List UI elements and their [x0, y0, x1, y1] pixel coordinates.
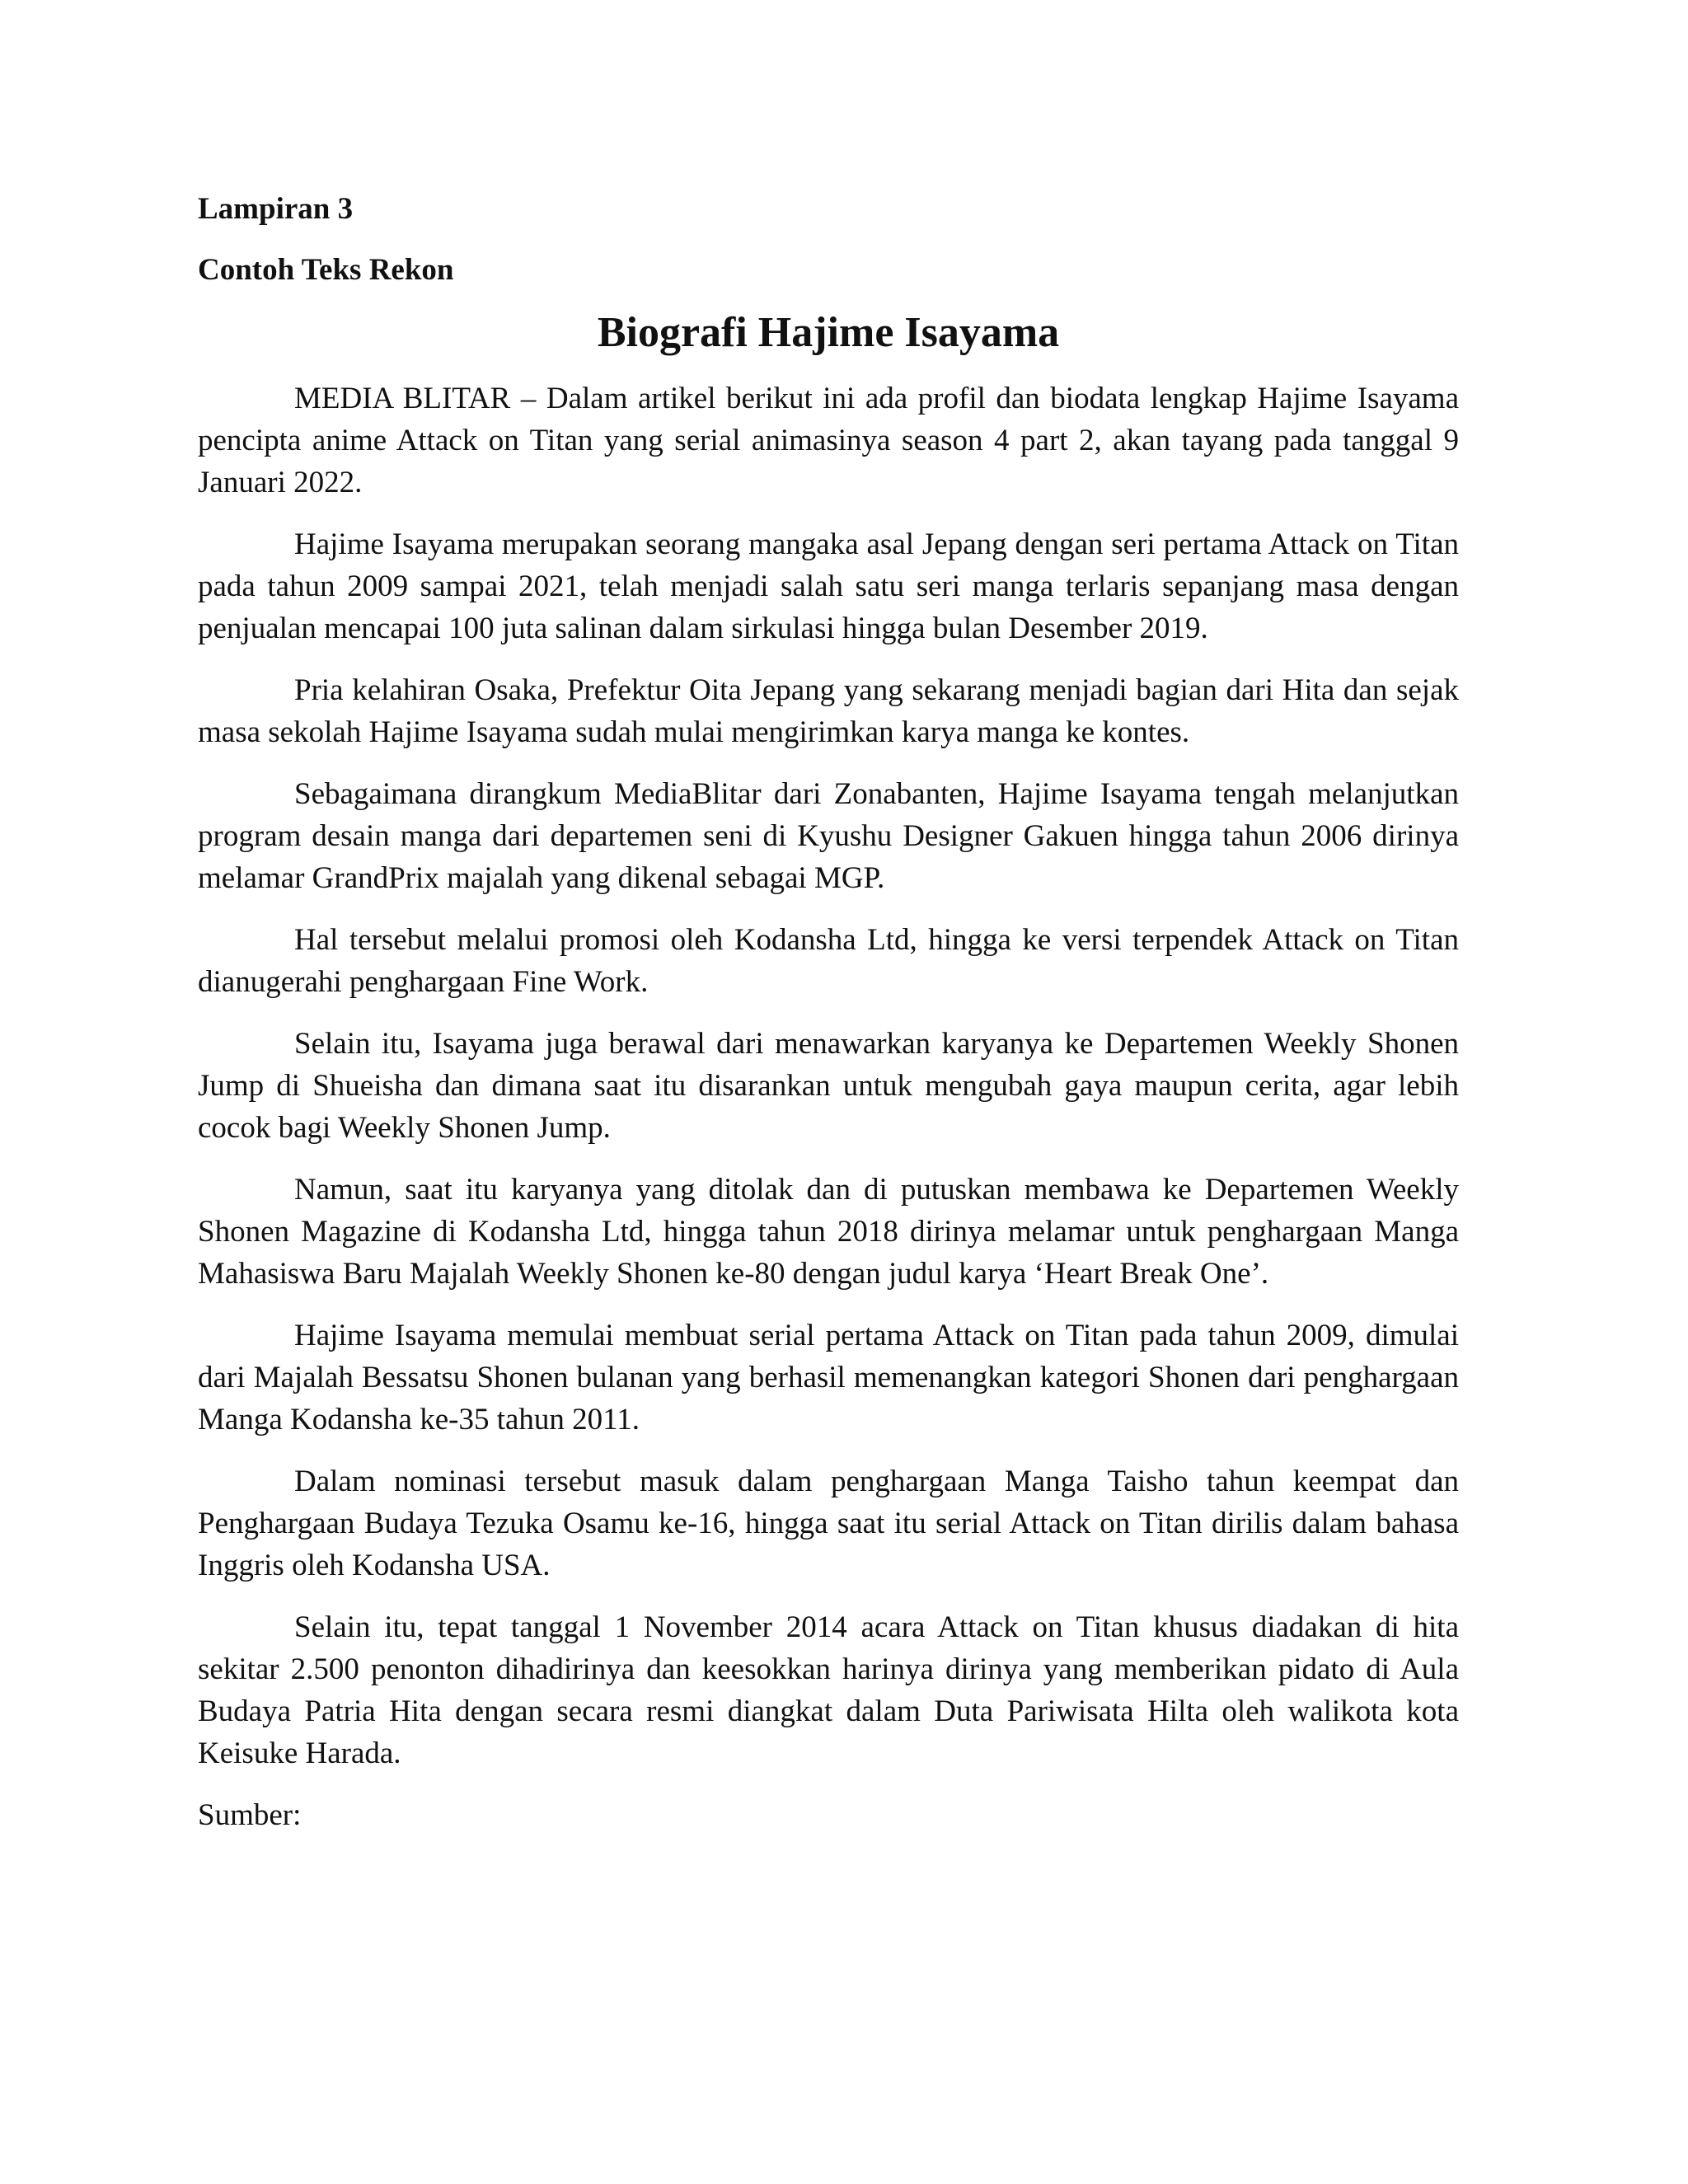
paragraph-shueisha: Selain itu, Isayama juga berawal dari menawarkan karyanya ke Departemen Weekly Shonen Jump di Shueisha dan dimana saat itu disarankan untuk mengubah gaya maupun cerita, agar lebih cocok bagi Weekly Shonen Jump. — [198, 1027, 1459, 1145]
source-label: Sumber: — [198, 1798, 302, 1832]
paragraph-birthplace: Pria kelahiran Osaka, Prefektur Oita Jepang yang sekarang menjadi bagian dari Hita dan sejak masa sekolah Hajime Isayama sudah mulai mengirimkan karya manga ke kontes. — [198, 673, 1459, 749]
paragraph-ambassador: Selain itu, tepat tanggal 1 November 2014 acara Attack on Titan khusus diadakan di hita sekitar 2.500 penonton dihadirinya dan keesokkan harinya dirinya yang memberikan pidato di Aula Budaya Patria Hita dengan secara resmi diangkat dalam Duta Pariwisata Hilta oleh walikota kota Keisuke Harada. — [198, 1610, 1459, 1770]
paragraph-promotion: Hal tersebut melalui promosi oleh Kodansha Ltd, hingga ke versi terpendek Attack on Titan dianugerahi penghargaan Fine Work. — [198, 923, 1459, 999]
paragraph-nominations: Dalam nominasi tersebut masuk dalam penghargaan Manga Taisho tahun keempat dan Penghargaan Budaya Tezuka Osamu ke-16, hingga saat itu serial Attack on Titan dirilis dalam bahasa Inggris oleh Kodansha USA. — [198, 1465, 1459, 1582]
example-text-label: Contoh Teks Rekon — [198, 253, 454, 287]
paragraph-kodansha: Namun, saat itu karyanya yang ditolak dan di putuskan membawa ke Departemen Weekly Shonen Magazine di Kodansha Ltd, hingga tahun 2018 dirinya melamar untuk penghargaan Manga Mahasiswa Baru Majalah Weekly Shonen ke-80 dengan judul karya ‘Heart Break One’. — [198, 1173, 1459, 1291]
paragraph-intro: MEDIA BLITAR – Dalam artikel berikut ini ada profil dan biodata lengkap Hajime Isayama pencipta anime Attack on Titan yang serial animasinya season 4 part 2, akan tayang pada tanggal 9 Januari 2022. — [198, 382, 1459, 499]
document-page — [198, 191, 1459, 1836]
paragraph-background: Hajime Isayama merupakan seorang mangaka asal Jepang dengan seri pertama Attack on Titan pada tahun 2009 sampai 2021, telah menjadi salah satu seri manga terlaris sepanjang masa dengan penjualan mencapai 100 juta salinan dalam sirkulasi hingga bulan Desember 2019. — [198, 527, 1459, 645]
paragraph-serialization: Hajime Isayama memulai membuat serial pertama Attack on Titan pada tahun 2009, dimulai dari Majalah Bessatsu Shonen bulanan yang berhasil memenangkan kategori Shonen dari penghargaan Manga Kodansha ke-35 tahun 2011. — [198, 1319, 1459, 1436]
paragraph-education: Sebagaimana dirangkum MediaBlitar dari Zonabanten, Hajime Isayama tengah melanjutkan program desain manga dari departemen seni di Kyushu Designer Gakuen hingga tahun 2006 dirinya melamar GrandPrix majalah yang dikenal sebagai MGP. — [198, 777, 1459, 895]
appendix-label: Lampiran 3 — [198, 192, 354, 226]
document-title: Biografi Hajime Isayama — [597, 309, 1060, 356]
